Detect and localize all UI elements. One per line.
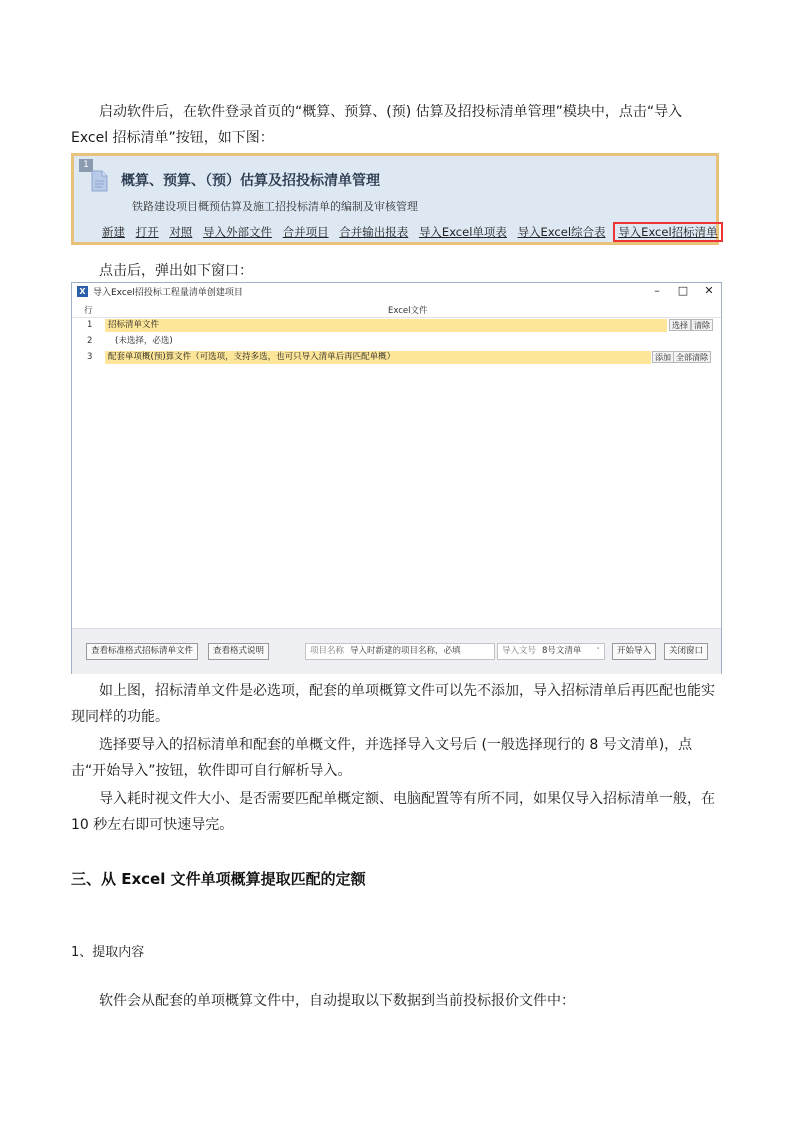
- paragraph-1: 如上图，招标清单文件是必选项，配套的单项概算文件可以先不添加，导入招标清单后再匹配也能实现同样的功能。: [71, 683, 715, 725]
- link-import-external[interactable]: 导入外部文件: [202, 225, 272, 239]
- grid-row: [72, 351, 721, 364]
- doc-number-select[interactable]: [497, 643, 605, 660]
- file-status: (未选择，必选): [115, 336, 173, 346]
- dialog-footer: [72, 628, 721, 674]
- project-name-label: 项目名称: [310, 646, 345, 656]
- paragraph-4: 软件会从配套的单项概算文件中，自动提取以下数据到当前投标报价文件中：: [99, 993, 575, 1009]
- maximize-icon[interactable]: □: [677, 284, 689, 297]
- tender-file-cell[interactable]: 招标清单文件: [105, 319, 667, 332]
- link-merge-report[interactable]: 合并输出报表: [339, 225, 409, 239]
- link-open[interactable]: 打开: [135, 225, 159, 239]
- module-number: 1: [79, 159, 93, 172]
- view-format-button[interactable]: 查看格式说明: [208, 643, 269, 660]
- header-row: 行: [84, 306, 93, 316]
- grid-row: [72, 335, 721, 348]
- close-window-button[interactable]: 关闭窗口: [664, 643, 708, 660]
- chevron-down-icon: ˅: [596, 647, 600, 655]
- after-click-text: 点击后，弹出如下窗口：: [99, 263, 253, 279]
- grid-header: [72, 303, 721, 318]
- start-import-button[interactable]: 开始导入: [612, 643, 656, 660]
- link-new[interactable]: 新建: [102, 225, 125, 239]
- doc-number-value: 8号文清单: [542, 646, 582, 656]
- app-icon: X: [77, 286, 88, 297]
- project-name-placeholder: 导入时新建的项目名称，必填: [350, 646, 461, 656]
- paragraph-2: 选择要导入的招标清单和配套的单概文件，并选择导入文号后 (一般选择现行的 8 号文清单)，点击“开始导入”按钮，软件即可自行解析导入。: [71, 737, 693, 779]
- select-button[interactable]: 选择: [669, 319, 691, 331]
- row-number: 3: [87, 352, 93, 362]
- module-links: [102, 224, 727, 240]
- link-import-excel-single[interactable]: 导入Excel单项表: [418, 225, 507, 239]
- row-number: 2: [87, 336, 93, 346]
- module-panel: [71, 153, 719, 245]
- dialog-title: 导入Excel招投标工程量清单创建项目: [93, 288, 243, 298]
- clear-button[interactable]: 清除: [691, 319, 713, 331]
- estimate-file-cell[interactable]: 配套单项概(预)算文件（可选项，支持多选，也可只导入清单后再匹配单概）: [105, 351, 651, 364]
- add-button[interactable]: 添加: [652, 351, 674, 363]
- clear-all-button[interactable]: 全部清除: [673, 351, 711, 363]
- doc-number-label: 导入文号: [502, 646, 537, 656]
- section-title: 三、从 Excel 文件单项概算提取匹配的定额: [71, 870, 366, 888]
- view-standard-button[interactable]: 查看标准格式招标清单文件: [86, 643, 198, 660]
- link-merge-project[interactable]: 合并项目: [282, 225, 329, 239]
- module-title: 概算、预算、（预）估算及招投标清单管理: [121, 173, 380, 189]
- row-number: 1: [87, 320, 93, 330]
- module-subtitle: 铁路建设项目概预估算及施工招投标清单的编制及审核管理: [132, 200, 418, 213]
- link-import-excel-summary[interactable]: 导入Excel综合表: [517, 225, 606, 239]
- link-compare[interactable]: 对照: [169, 225, 193, 239]
- grid-row: [72, 319, 721, 332]
- project-name-field[interactable]: [305, 643, 495, 660]
- dialog-titlebar: [72, 283, 721, 300]
- import-dialog: [71, 282, 722, 674]
- paragraph-3: 导入耗时视文件大小、是否需要匹配单概定额、电脑配置等有所不同，如果仅导入招标清单一般，在 10 秒左右即可快速导完。: [71, 791, 715, 833]
- document-icon: [90, 170, 108, 192]
- subsection-title: 1、提取内容: [71, 945, 145, 960]
- minimize-icon[interactable]: –: [654, 284, 660, 297]
- link-import-excel-tender[interactable]: 导入Excel招标清单: [618, 225, 718, 239]
- close-icon[interactable]: ✕: [704, 284, 714, 297]
- header-file: Excel文件: [388, 306, 428, 316]
- intro-paragraph: 启动软件后，在软件登录首页的“概算、预算、(预) 估算及招投标清单管理”模块中，点击“导入 Excel 招标清单”按钮，如下图：: [71, 104, 683, 146]
